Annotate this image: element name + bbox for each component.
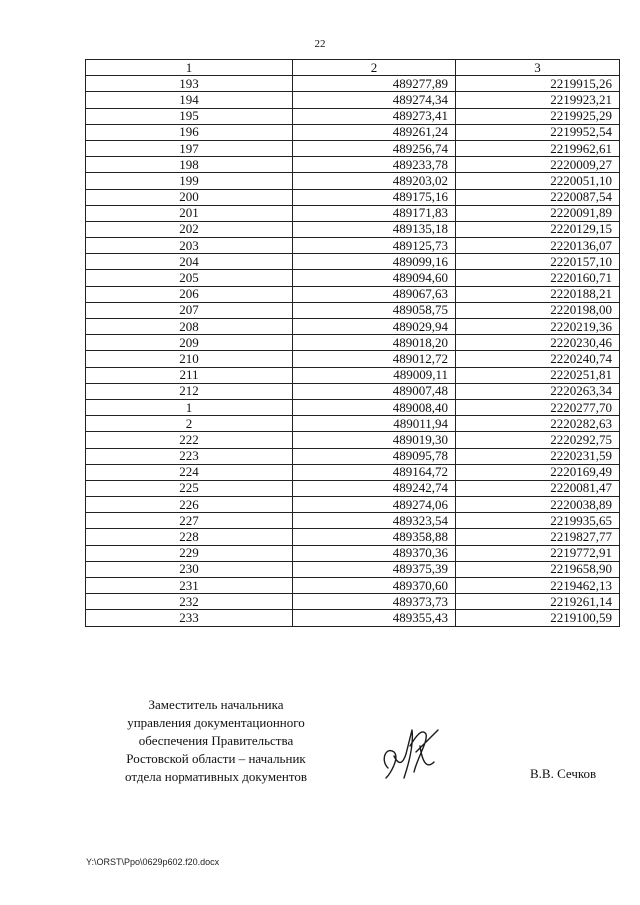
point-number-cell: 227 xyxy=(86,513,293,529)
x-coordinate-cell: 489009,11 xyxy=(293,367,456,383)
y-coordinate-cell: 2220277,70 xyxy=(456,399,620,415)
y-coordinate-cell: 2220157,10 xyxy=(456,254,620,270)
x-coordinate-cell: 489007,48 xyxy=(293,383,456,399)
y-coordinate-cell: 2220129,15 xyxy=(456,221,620,237)
x-coordinate-cell: 489233,78 xyxy=(293,157,456,173)
point-number-cell: 201 xyxy=(86,205,293,221)
y-coordinate-cell: 2219925,29 xyxy=(456,108,620,124)
point-number-cell: 1 xyxy=(86,399,293,415)
point-number-cell: 224 xyxy=(86,464,293,480)
x-coordinate-cell: 489095,78 xyxy=(293,448,456,464)
table-row xyxy=(86,529,620,545)
y-coordinate-cell: 2220219,36 xyxy=(456,319,620,335)
x-coordinate-cell: 489256,74 xyxy=(293,140,456,156)
y-coordinate-cell: 2220087,54 xyxy=(456,189,620,205)
table-row xyxy=(86,221,620,237)
point-number-cell: 232 xyxy=(86,594,293,610)
y-coordinate-cell: 2220188,21 xyxy=(456,286,620,302)
table-row xyxy=(86,513,620,529)
table-row xyxy=(86,205,620,221)
table-row xyxy=(86,76,620,92)
x-coordinate-cell: 489018,20 xyxy=(293,335,456,351)
table-row xyxy=(86,497,620,513)
table-row xyxy=(86,399,620,415)
point-number-cell: 194 xyxy=(86,92,293,108)
x-coordinate-cell: 489370,36 xyxy=(293,545,456,561)
column-header-y: 3 xyxy=(456,60,620,76)
x-coordinate-cell: 489175,16 xyxy=(293,189,456,205)
y-coordinate-cell: 2219261,14 xyxy=(456,594,620,610)
x-coordinate-cell: 489008,40 xyxy=(293,399,456,415)
table-row xyxy=(86,480,620,496)
table-row xyxy=(86,416,620,432)
y-coordinate-cell: 2219962,61 xyxy=(456,140,620,156)
x-coordinate-cell: 489094,60 xyxy=(293,270,456,286)
table-row xyxy=(86,351,620,367)
table-row xyxy=(86,448,620,464)
table-row xyxy=(86,610,620,626)
x-coordinate-cell: 489373,73 xyxy=(293,594,456,610)
y-coordinate-cell: 2220230,46 xyxy=(456,335,620,351)
point-number-cell: 229 xyxy=(86,545,293,561)
point-number-cell: 204 xyxy=(86,254,293,270)
x-coordinate-cell: 489355,43 xyxy=(293,610,456,626)
x-coordinate-cell: 489067,63 xyxy=(293,286,456,302)
y-coordinate-cell: 2220136,07 xyxy=(456,238,620,254)
point-number-cell: 2 xyxy=(86,416,293,432)
point-number-cell: 195 xyxy=(86,108,293,124)
point-number-cell: 210 xyxy=(86,351,293,367)
y-coordinate-cell: 2220038,89 xyxy=(456,497,620,513)
y-coordinate-cell: 2219658,90 xyxy=(456,561,620,577)
x-coordinate-cell: 489274,34 xyxy=(293,92,456,108)
point-number-cell: 205 xyxy=(86,270,293,286)
table-row xyxy=(86,545,620,561)
point-number-cell: 207 xyxy=(86,302,293,318)
point-number-cell: 212 xyxy=(86,383,293,399)
y-coordinate-cell: 2219462,13 xyxy=(456,578,620,594)
x-coordinate-cell: 489164,72 xyxy=(293,464,456,480)
table-row xyxy=(86,432,620,448)
x-coordinate-cell: 489370,60 xyxy=(293,578,456,594)
y-coordinate-cell: 2220240,74 xyxy=(456,351,620,367)
point-number-cell: 193 xyxy=(86,76,293,92)
table-body xyxy=(86,76,620,626)
y-coordinate-cell: 2220051,10 xyxy=(456,173,620,189)
table-row xyxy=(86,578,620,594)
table-row xyxy=(86,286,620,302)
x-coordinate-cell: 489323,54 xyxy=(293,513,456,529)
table-row xyxy=(86,140,620,156)
signer-name: В.В. Сечков xyxy=(530,766,597,781)
y-coordinate-cell: 2219100,59 xyxy=(456,610,620,626)
table-row xyxy=(86,335,620,351)
point-number-cell: 208 xyxy=(86,319,293,335)
signer-position-line: Ростовской области – начальник xyxy=(126,751,306,766)
signer-position-line: обеспечения Правительства xyxy=(138,733,294,748)
x-coordinate-cell: 489011,94 xyxy=(293,416,456,432)
signer-position-line: Заместитель начальника xyxy=(148,697,284,712)
table-row xyxy=(86,92,620,108)
x-coordinate-cell: 489273,41 xyxy=(293,108,456,124)
table-row xyxy=(86,254,620,270)
x-coordinate-cell: 489203,02 xyxy=(293,173,456,189)
table-row xyxy=(86,367,620,383)
point-number-cell: 230 xyxy=(86,561,293,577)
table-header-row xyxy=(86,60,620,76)
y-coordinate-cell: 2220198,00 xyxy=(456,302,620,318)
signer-position-line: управления документационного xyxy=(127,715,305,730)
point-number-cell: 228 xyxy=(86,529,293,545)
y-coordinate-cell: 2220282,63 xyxy=(456,416,620,432)
y-coordinate-cell: 2220169,49 xyxy=(456,464,620,480)
point-number-cell: 223 xyxy=(86,448,293,464)
y-coordinate-cell: 2220081,47 xyxy=(456,480,620,496)
x-coordinate-cell: 489375,39 xyxy=(293,561,456,577)
point-number-cell: 222 xyxy=(86,432,293,448)
y-coordinate-cell: 2219915,26 xyxy=(456,76,620,92)
x-coordinate-cell: 489012,72 xyxy=(293,351,456,367)
x-coordinate-cell: 489058,75 xyxy=(293,302,456,318)
x-coordinate-cell: 489135,18 xyxy=(293,221,456,237)
y-coordinate-cell: 2219935,65 xyxy=(456,513,620,529)
y-coordinate-cell: 2220091,89 xyxy=(456,205,620,221)
x-coordinate-cell: 489277,89 xyxy=(293,76,456,92)
signer-position xyxy=(96,696,336,786)
x-coordinate-cell: 489261,24 xyxy=(293,124,456,140)
x-coordinate-cell: 489029,94 xyxy=(293,319,456,335)
point-number-cell: 206 xyxy=(86,286,293,302)
column-header-x: 2 xyxy=(293,60,456,76)
point-number-cell: 233 xyxy=(86,610,293,626)
y-coordinate-cell: 2219772,91 xyxy=(456,545,620,561)
table-row xyxy=(86,383,620,399)
table-row xyxy=(86,319,620,335)
coordinates-table xyxy=(85,59,620,627)
point-number-cell: 226 xyxy=(86,497,293,513)
y-coordinate-cell: 2220009,27 xyxy=(456,157,620,173)
table-row xyxy=(86,594,620,610)
signer-position-line: отдела нормативных документов xyxy=(125,769,307,784)
x-coordinate-cell: 489274,06 xyxy=(293,497,456,513)
point-number-cell: 196 xyxy=(86,124,293,140)
y-coordinate-cell: 2220231,59 xyxy=(456,448,620,464)
y-coordinate-cell: 2220160,71 xyxy=(456,270,620,286)
table-row xyxy=(86,561,620,577)
point-number-cell: 209 xyxy=(86,335,293,351)
table-row xyxy=(86,238,620,254)
file-path: Y:\ORST\Ppo\0629p602.f20.docx xyxy=(86,857,220,867)
x-coordinate-cell: 489099,16 xyxy=(293,254,456,270)
point-number-cell: 202 xyxy=(86,221,293,237)
point-number-cell: 199 xyxy=(86,173,293,189)
x-coordinate-cell: 489019,30 xyxy=(293,432,456,448)
point-number-cell: 198 xyxy=(86,157,293,173)
column-header-point: 1 xyxy=(86,60,293,76)
point-number-cell: 197 xyxy=(86,140,293,156)
x-coordinate-cell: 489242,74 xyxy=(293,480,456,496)
x-coordinate-cell: 489358,88 xyxy=(293,529,456,545)
y-coordinate-cell: 2219952,54 xyxy=(456,124,620,140)
x-coordinate-cell: 489171,83 xyxy=(293,205,456,221)
page-number: 22 xyxy=(314,38,326,50)
handwritten-signature xyxy=(376,716,446,786)
point-number-cell: 203 xyxy=(86,238,293,254)
x-coordinate-cell: 489125,73 xyxy=(293,238,456,254)
table-row xyxy=(86,124,620,140)
table-row xyxy=(86,173,620,189)
y-coordinate-cell: 2220251,81 xyxy=(456,367,620,383)
point-number-cell: 231 xyxy=(86,578,293,594)
point-number-cell: 225 xyxy=(86,480,293,496)
table-row xyxy=(86,189,620,205)
table-row xyxy=(86,464,620,480)
table-row xyxy=(86,302,620,318)
y-coordinate-cell: 2219923,21 xyxy=(456,92,620,108)
y-coordinate-cell: 2219827,77 xyxy=(456,529,620,545)
table-row xyxy=(86,270,620,286)
table-row xyxy=(86,157,620,173)
table-row xyxy=(86,108,620,124)
y-coordinate-cell: 2220292,75 xyxy=(456,432,620,448)
y-coordinate-cell: 2220263,34 xyxy=(456,383,620,399)
point-number-cell: 211 xyxy=(86,367,293,383)
point-number-cell: 200 xyxy=(86,189,293,205)
